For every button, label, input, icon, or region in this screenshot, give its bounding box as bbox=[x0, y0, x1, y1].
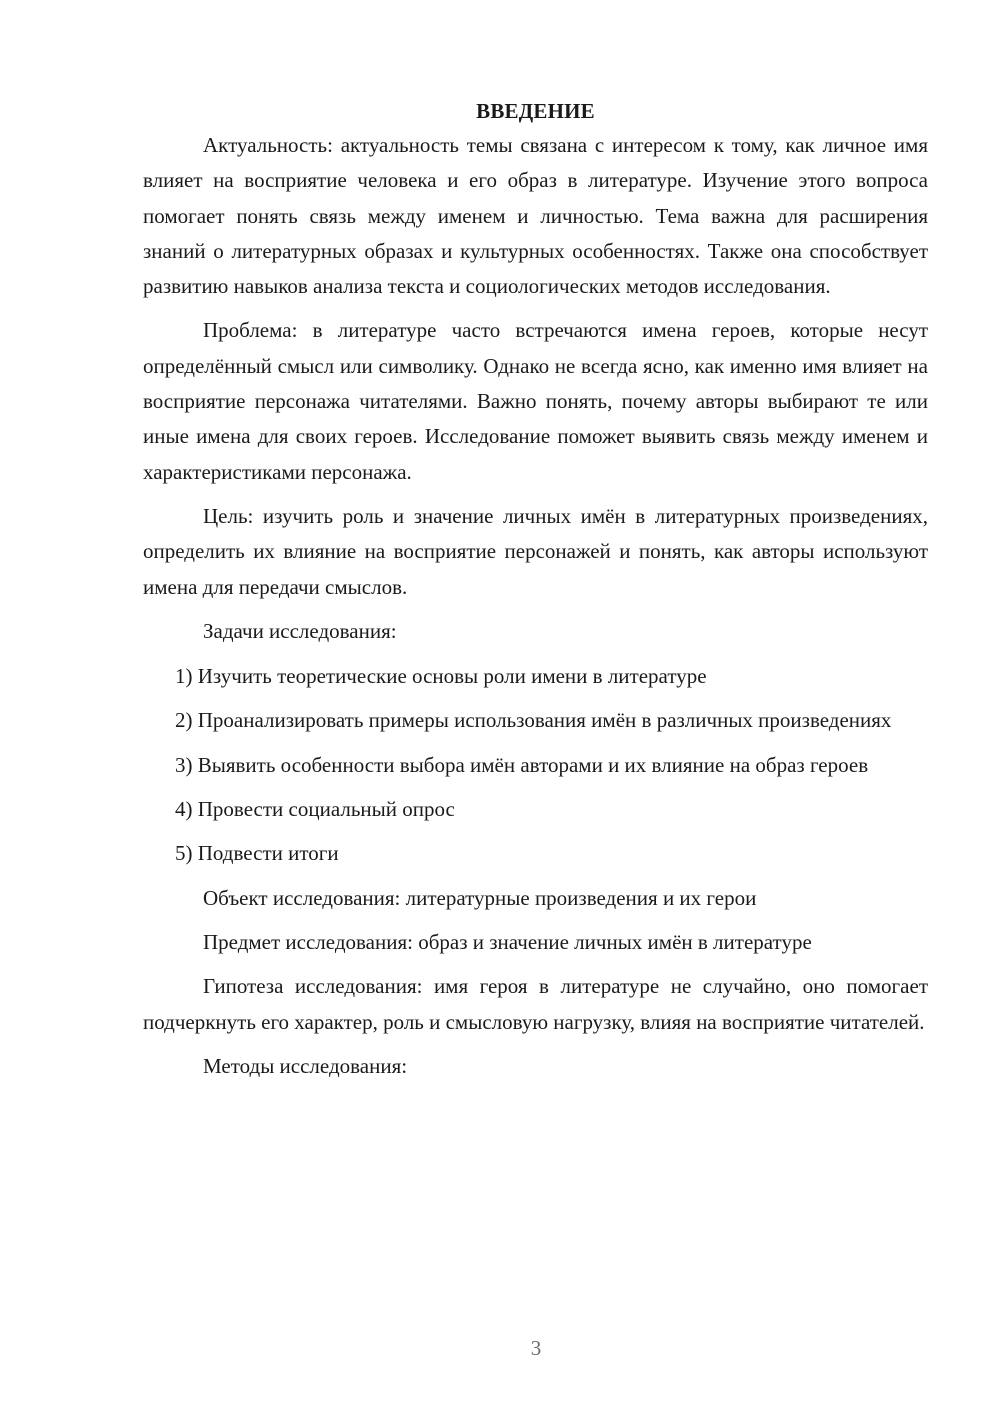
paragraph-hypothesis: Гипотеза исследования: имя героя в литературе не случайно, оно помогает подчеркнуть его характер, роль и смысловую нагрузку, влияя на восприятие читателей. bbox=[143, 974, 928, 1034]
paragraph-object: Объект исследования: литературные произведения и их герои bbox=[203, 885, 757, 910]
paragraph-tasks-heading: Задачи исследования: bbox=[203, 618, 397, 643]
paragraph-goal: Цель: изучить роль и значение личных имён в литературных произведениях, определить их влияние на восприятие персонажей и понять, как авторы используют имена для передачи смыслов. bbox=[143, 503, 928, 599]
paragraph-relevance: Актуальность: актуальность темы связана с интересом к тому, как личное имя влияет на восприятие человека и его образ в литературе. Изучение этого вопроса помогает понять связь между именем и личностью. Тема важна для расширения знаний о литературных образах и культурных особенностях. Также она способствует развитию навыков анализа текста и социологических методов исследования. bbox=[143, 133, 928, 299]
document-page bbox=[143, 96, 928, 1093]
task-item-3: 3) Выявить особенности выбора имён авторами и их влияние на образ героев bbox=[175, 752, 869, 777]
paragraph-problem: Проблема: в литературе часто встречаются имена героев, которые несут определённый смысл или символику. Однако не всегда ясно, как именно имя влияет на восприятие персонажа читателями. Важно понять, почему авторы выбирают те или иные имена для своих героев. Исследование поможет выявить связь между именем и характеристиками персонажа. bbox=[143, 318, 928, 484]
section-heading: ВВЕДЕНИЕ bbox=[476, 99, 595, 123]
task-item-4: 4) Провести социальный опрос bbox=[175, 797, 455, 822]
paragraph-methods: Методы исследования: bbox=[203, 1053, 408, 1078]
task-item-1: 1) Изучить теоретические основы роли имени в литературе bbox=[175, 664, 707, 689]
task-item-5: 5) Подвести итоги bbox=[175, 841, 339, 866]
paragraph-subject: Предмет исследования: образ и значение личных имён в литературе bbox=[203, 929, 812, 954]
task-item-2: 2) Проанализировать примеры использования имён в различных произведениях bbox=[175, 708, 892, 733]
page-number: 3 bbox=[530, 1336, 542, 1360]
